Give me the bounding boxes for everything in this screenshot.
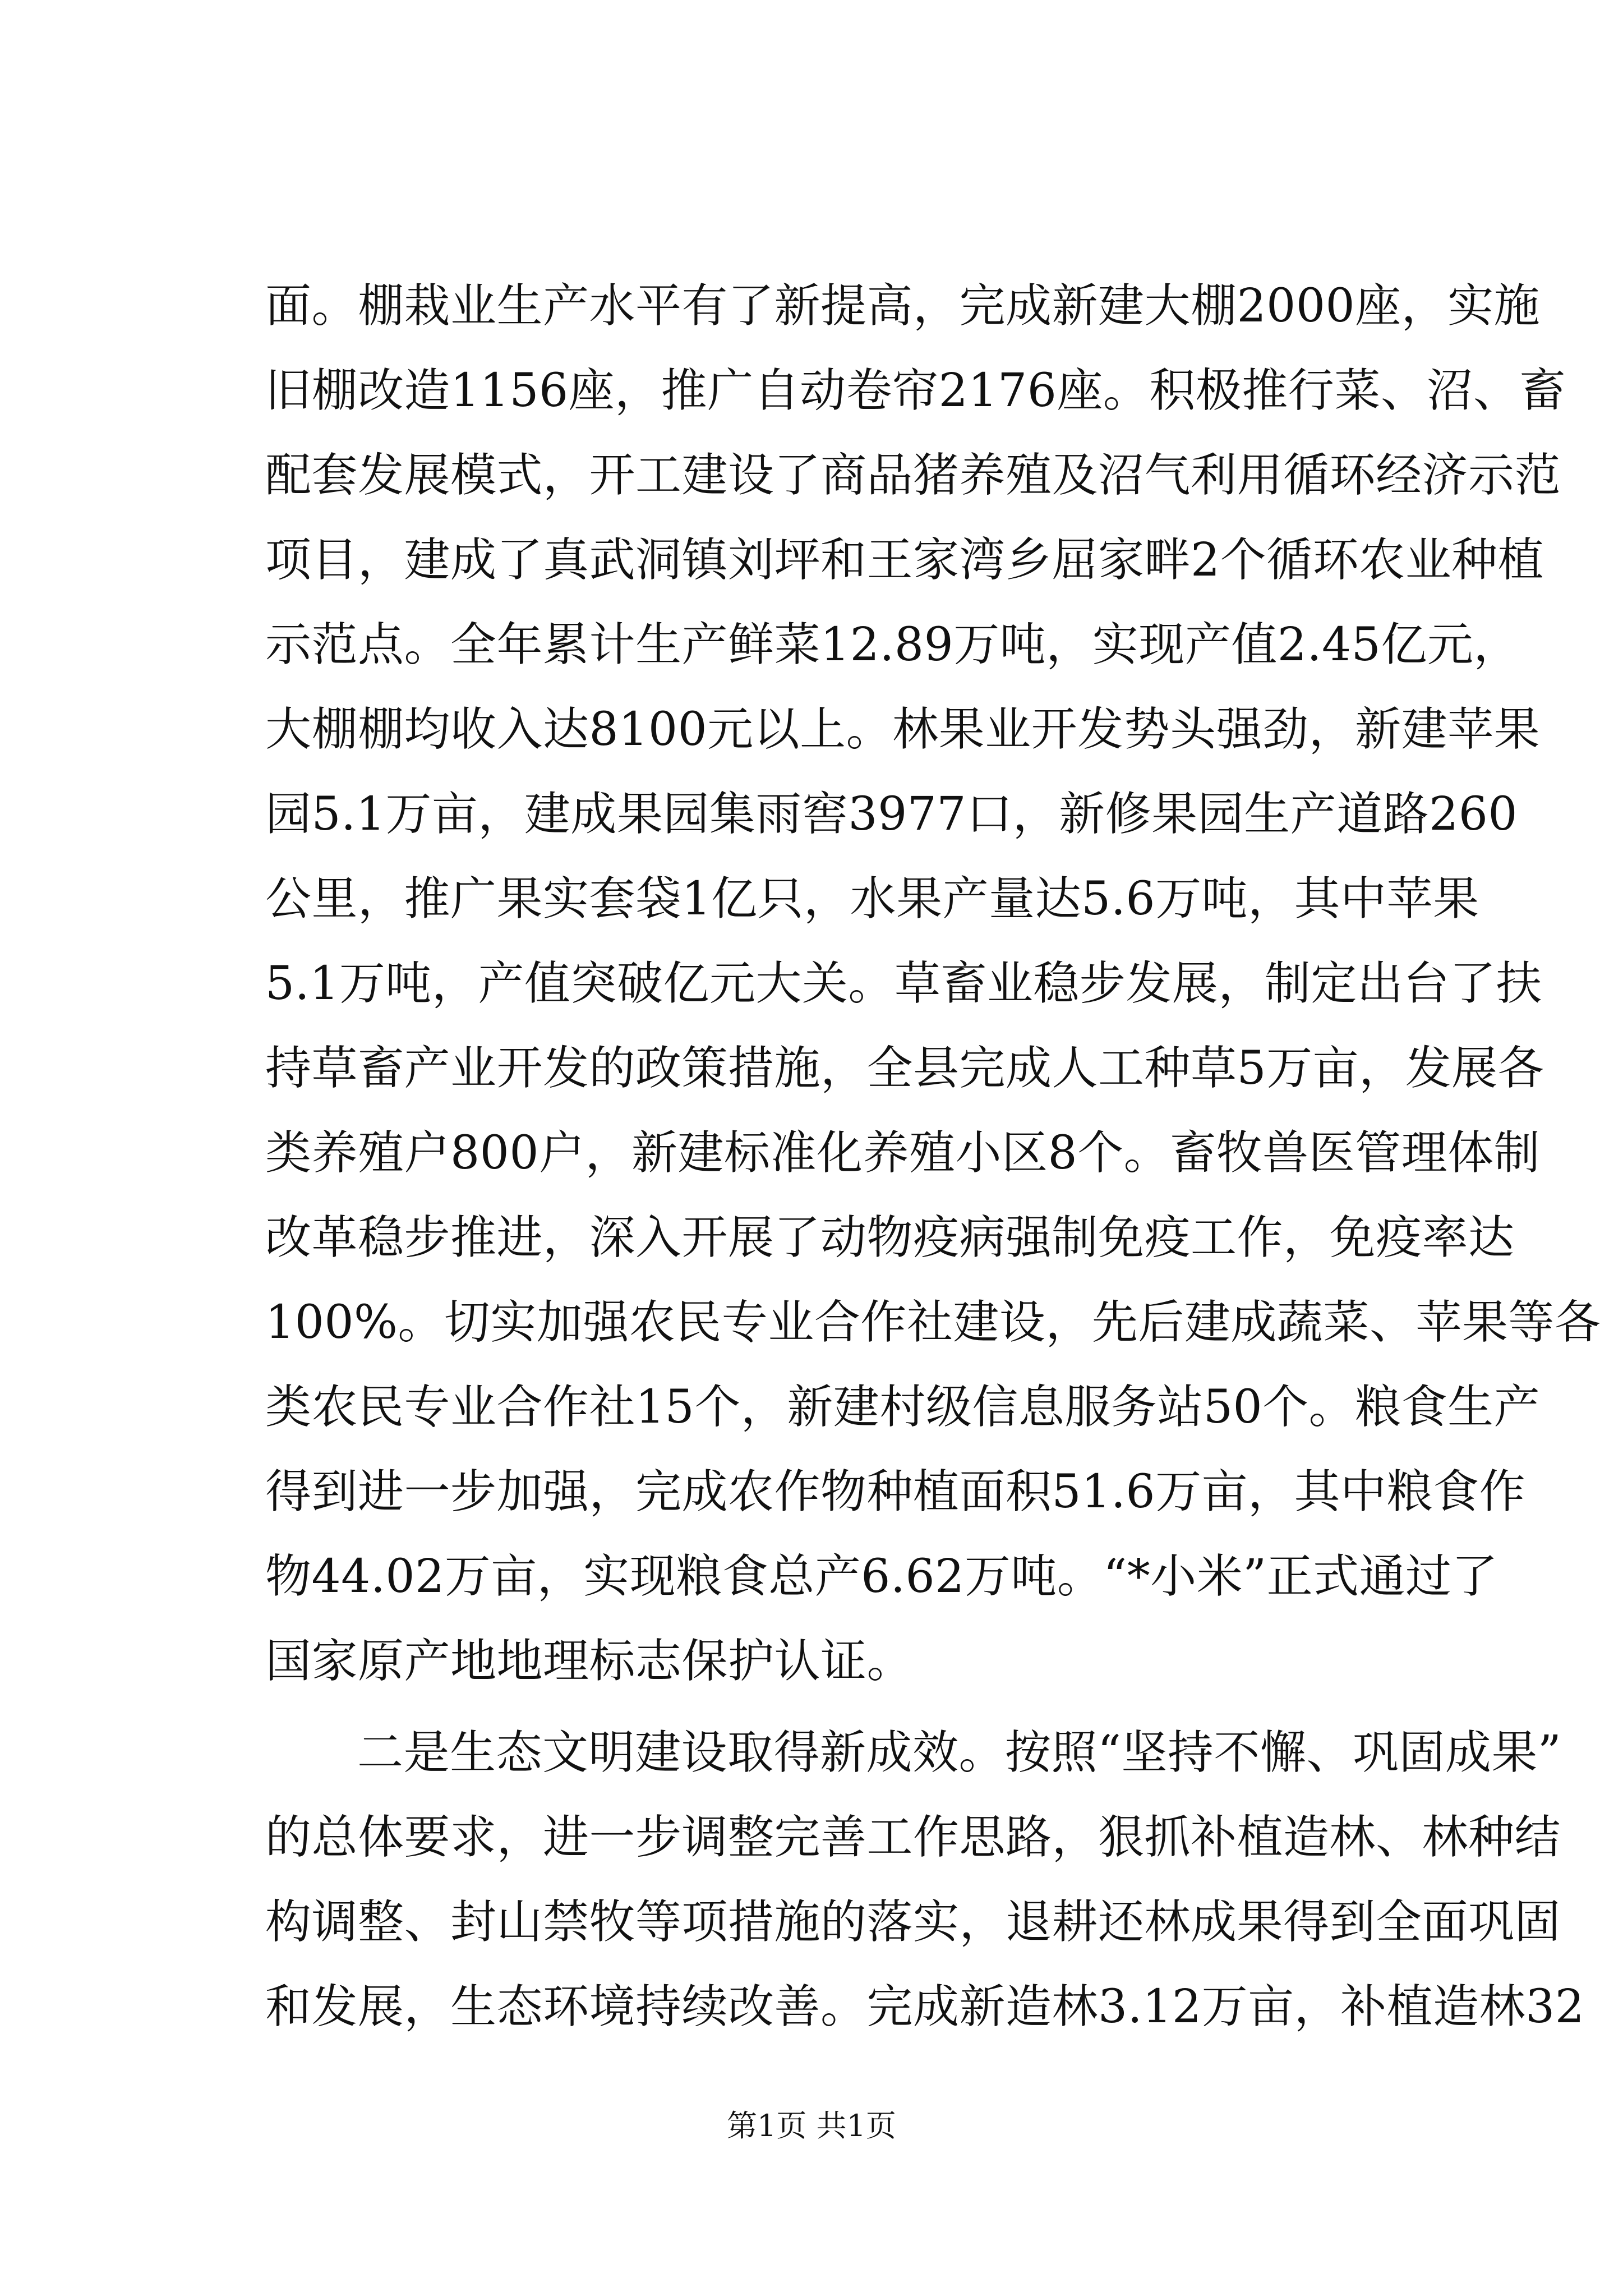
text-line: 100%。切实加强农民专业合作社建设，先后建成蔬菜、苹果等各 <box>265 1296 1601 1349</box>
text-line: 二是生态文明建设取得新成效。按照“坚持不懈、巩固成果” <box>357 1726 1562 1779</box>
text-line: 示范点。全年累计生产鲜菜12.89万吨，实现产值2.45亿元， <box>265 618 1520 671</box>
text-line: 构调整、封山禁牧等项措施的落实，退耕还林成果得到全面巩固 <box>265 1895 1561 1949</box>
text-line: 物44.02万亩，实现粮食总产6.62万吨。“*小米”正式通过了 <box>265 1550 1498 1603</box>
text-line: 5.1万吨，产值突破亿元大关。草畜业稳步发展，制定出台了扶 <box>265 957 1542 1010</box>
text-line: 和发展，生态环境持续改善。完成新造林3.12万亩，补植造林32 <box>265 1980 1585 2033</box>
text-line: 类农民专业合作社15个，新建村级信息服务站50个。粮食生产 <box>265 1381 1541 1434</box>
page-footer <box>0 2106 1623 2146</box>
text-line: 项目，建成了真武洞镇刘坪和王家湾乡屈家畔2个循环农业种植 <box>265 533 1544 587</box>
text-line: 旧棚改造1156座，推广自动卷帘2176座。积极推行菜、沼、畜 <box>265 364 1566 417</box>
paragraph-2 <box>265 1710 1585 2049</box>
paragraph-1 <box>265 264 1601 1704</box>
page-number-label: 第1页 共1页 <box>727 2108 896 2143</box>
text-line: 面。棚栽业生产水平有了新提高，完成新建大棚2000座，实施 <box>265 279 1541 333</box>
text-line: 大棚棚均收入达8100元以上。林果业开发势头强劲，新建苹果 <box>265 703 1541 756</box>
text-line: 的总体要求，进一步调整完善工作思路，狠抓补植造林、林种结 <box>265 1811 1561 1864</box>
paragraph-spacer <box>265 1704 1426 1710</box>
text-line: 公里，推广果实套袋1亿只，水果产量达5.6万吨，其中苹果 <box>265 872 1479 926</box>
text-line: 类养殖户800户，新建标准化养殖小区8个。畜牧兽医管理体制 <box>265 1126 1541 1180</box>
text-line: 改革稳步推进，深入开展了动物疫病强制免疫工作，免疫率达 <box>265 1211 1515 1264</box>
text-line: 配套发展模式，开工建设了商品猪养殖及沼气利用循环经济示范 <box>265 449 1561 502</box>
document-body <box>265 264 1601 2049</box>
text-line: 园5.1万亩，建成果园集雨窖3977口，新修果园生产道路260 <box>265 788 1518 841</box>
text-line: 持草畜产业开发的政策措施，全县完成人工种草5万亩，发展各 <box>265 1042 1544 1095</box>
text-line: 得到进一步加强，完成农作物种植面积51.6万亩，其中粮食作 <box>265 1465 1526 1519</box>
text-line: 国家原产地地理标志保护认证。 <box>265 1635 914 1688</box>
